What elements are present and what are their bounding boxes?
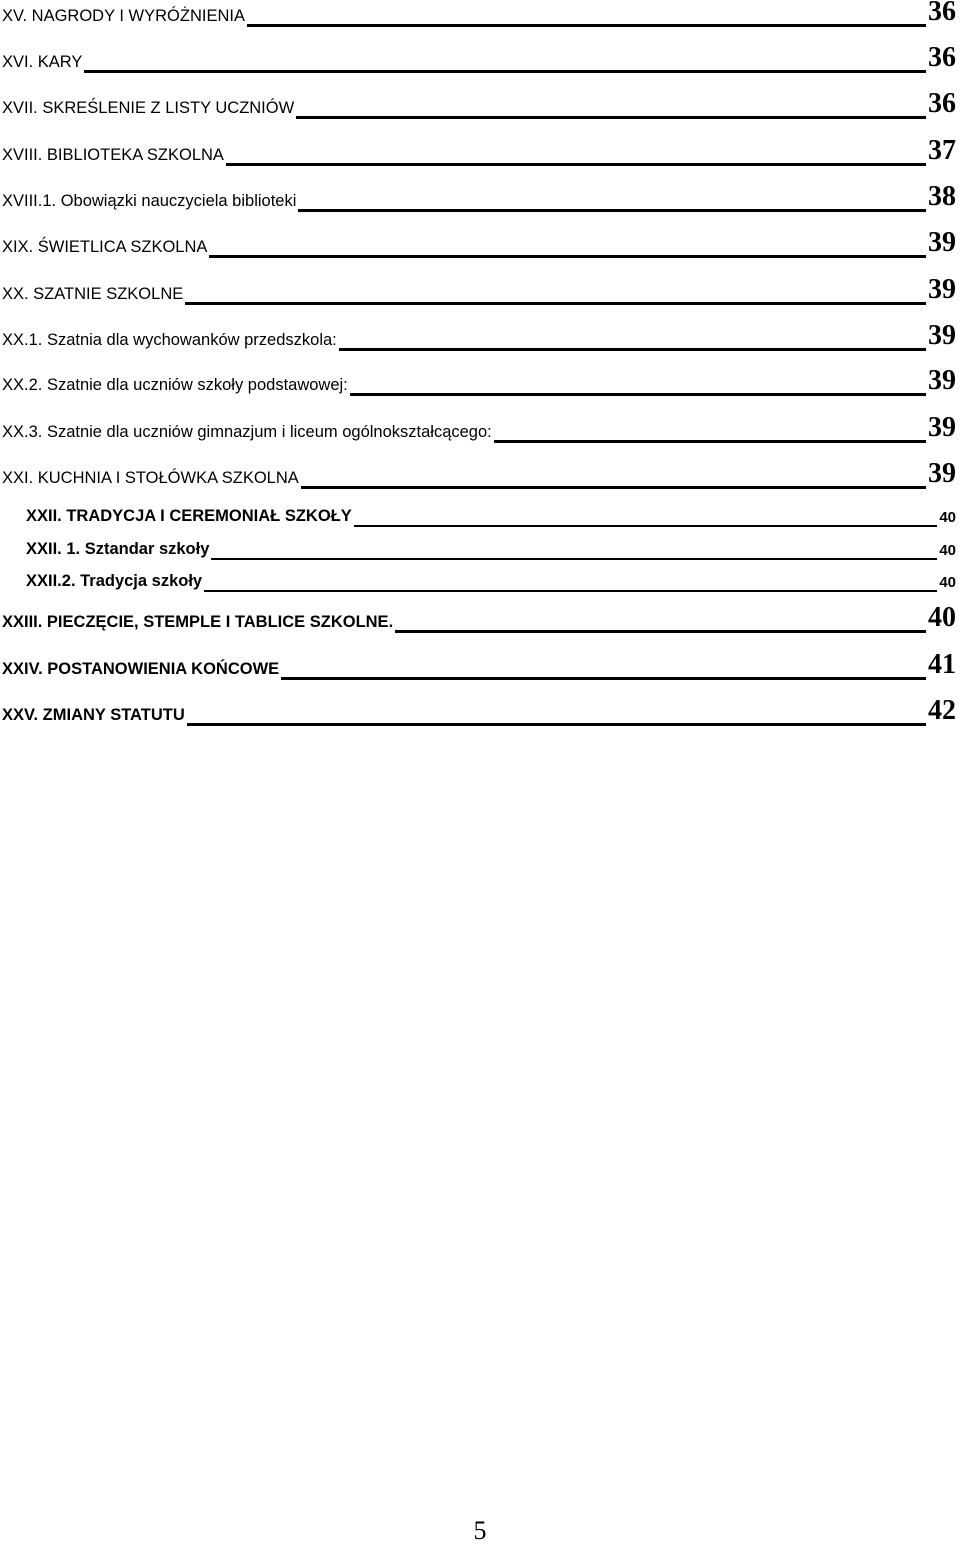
- toc-entry-label: XXI. KUCHNIA I STOŁÓWKA SZKOLNA: [2, 468, 299, 487]
- toc-leader-line: [204, 590, 937, 592]
- toc-entry-label: XXV. ZMIANY STATUTU: [2, 705, 185, 724]
- toc-entry-xxi[interactable]: [2, 458, 956, 490]
- toc-leader-line: [209, 255, 926, 258]
- toc-entry-label: XIX. ŚWIETLICA SZKOLNA: [2, 237, 208, 256]
- toc-entry-page: 36: [928, 42, 956, 73]
- toc-entry-page: 40: [939, 509, 956, 526]
- toc-entry-page: 42: [928, 695, 956, 726]
- toc-entry-xx-2[interactable]: [2, 365, 956, 397]
- toc-entry-page: 39: [928, 458, 956, 489]
- toc-entry-label: XVIII. BIBLIOTEKA SZKOLNA: [2, 145, 224, 164]
- toc-entry-label: XVII. SKREŚLENIE Z LISTY UCZNIÓW: [2, 98, 295, 117]
- toc-entry-label: XV. NAGRODY I WYRÓŻNIENIA: [2, 6, 245, 25]
- toc-entry-xxii-1[interactable]: [26, 537, 956, 561]
- toc-entry-label: XXII. 1. Sztandar szkoły: [26, 539, 210, 558]
- toc-leader-line: [187, 723, 926, 726]
- toc-entry-page: 39: [928, 320, 956, 351]
- toc-entry-label: XX. SZATNIE SZKOLNE: [2, 284, 184, 303]
- toc-entry-xv[interactable]: [2, 0, 956, 28]
- toc-leader-line: [211, 558, 937, 560]
- toc-leader-line: [247, 24, 926, 27]
- toc-entry-xviii[interactable]: [2, 135, 956, 167]
- toc-leader-line: [494, 440, 926, 443]
- toc-entry-xx-1[interactable]: [2, 320, 956, 352]
- toc-entry-page: 41: [928, 649, 956, 680]
- toc-entry-label: XXIV. POSTANOWIENIA KOŃCOWE: [2, 659, 280, 678]
- toc-entry-xx[interactable]: [2, 274, 956, 306]
- toc-entry-page: 39: [928, 365, 956, 396]
- toc-leader-line: [84, 70, 926, 73]
- toc-leader-line: [281, 677, 926, 680]
- toc-entry-xx-3[interactable]: [2, 412, 956, 444]
- toc-entry-xxii-2[interactable]: [26, 569, 956, 593]
- toc-leader-line: [350, 393, 926, 396]
- toc-entry-xvii[interactable]: [2, 88, 956, 120]
- toc-leader-line: [298, 209, 926, 212]
- toc-entry-page: 40: [939, 574, 956, 591]
- toc-leader-line: [354, 525, 938, 527]
- toc-entry-label: XXII.2. Tradycja szkoły: [26, 571, 203, 590]
- toc-entry-page: 39: [928, 227, 956, 258]
- toc-leader-line: [395, 630, 926, 633]
- toc-entry-xix[interactable]: [2, 227, 956, 259]
- toc-entry-page: 40: [939, 542, 956, 559]
- page-number: 5: [473, 1516, 487, 1545]
- toc-entry-xxiv[interactable]: [2, 649, 956, 681]
- toc-entry-page: 37: [928, 135, 956, 166]
- toc-entry-xxiii[interactable]: [2, 602, 956, 634]
- toc-entry-xxii[interactable]: [26, 504, 956, 528]
- toc-entry-label: XX.1. Szatnia dla wychowanków przedszkola:: [2, 330, 337, 349]
- toc-entry-label: XXII. TRADYCJA I CEREMONIAŁ SZKOŁY: [26, 506, 352, 525]
- toc-entry-label: XX.2. Szatnie dla uczniów szkoły podstawowej:: [2, 375, 348, 394]
- toc-entry-xviii-1[interactable]: [2, 181, 956, 213]
- toc-entry-label: XVI. KARY: [2, 52, 83, 71]
- toc-entry-page: 40: [928, 602, 956, 633]
- toc-leader-line: [339, 348, 926, 351]
- toc-leader-line: [296, 116, 926, 119]
- toc-entry-xvi[interactable]: [2, 42, 956, 74]
- toc-entry-page: 36: [928, 88, 956, 119]
- toc-leader-line: [185, 302, 926, 305]
- toc-entry-label: XXIII. PIECZĘCIE, STEMPLE I TABLICE SZKOLNE.: [2, 612, 394, 631]
- toc-leader-line: [301, 486, 926, 489]
- toc-entry-page: 38: [928, 181, 956, 212]
- toc-entry-label: XVIII.1. Obowiązki nauczyciela biblioteki: [2, 191, 297, 210]
- toc-entry-label: XX.3. Szatnie dla uczniów gimnazjum i liceum ogólnokształcącego:: [2, 422, 492, 441]
- toc-leader-line: [226, 163, 926, 166]
- toc-entry-page: 39: [928, 412, 956, 443]
- toc-entry-page: 39: [928, 274, 956, 305]
- toc-entry-xxv[interactable]: [2, 695, 956, 727]
- toc-entry-page: 36: [928, 0, 956, 27]
